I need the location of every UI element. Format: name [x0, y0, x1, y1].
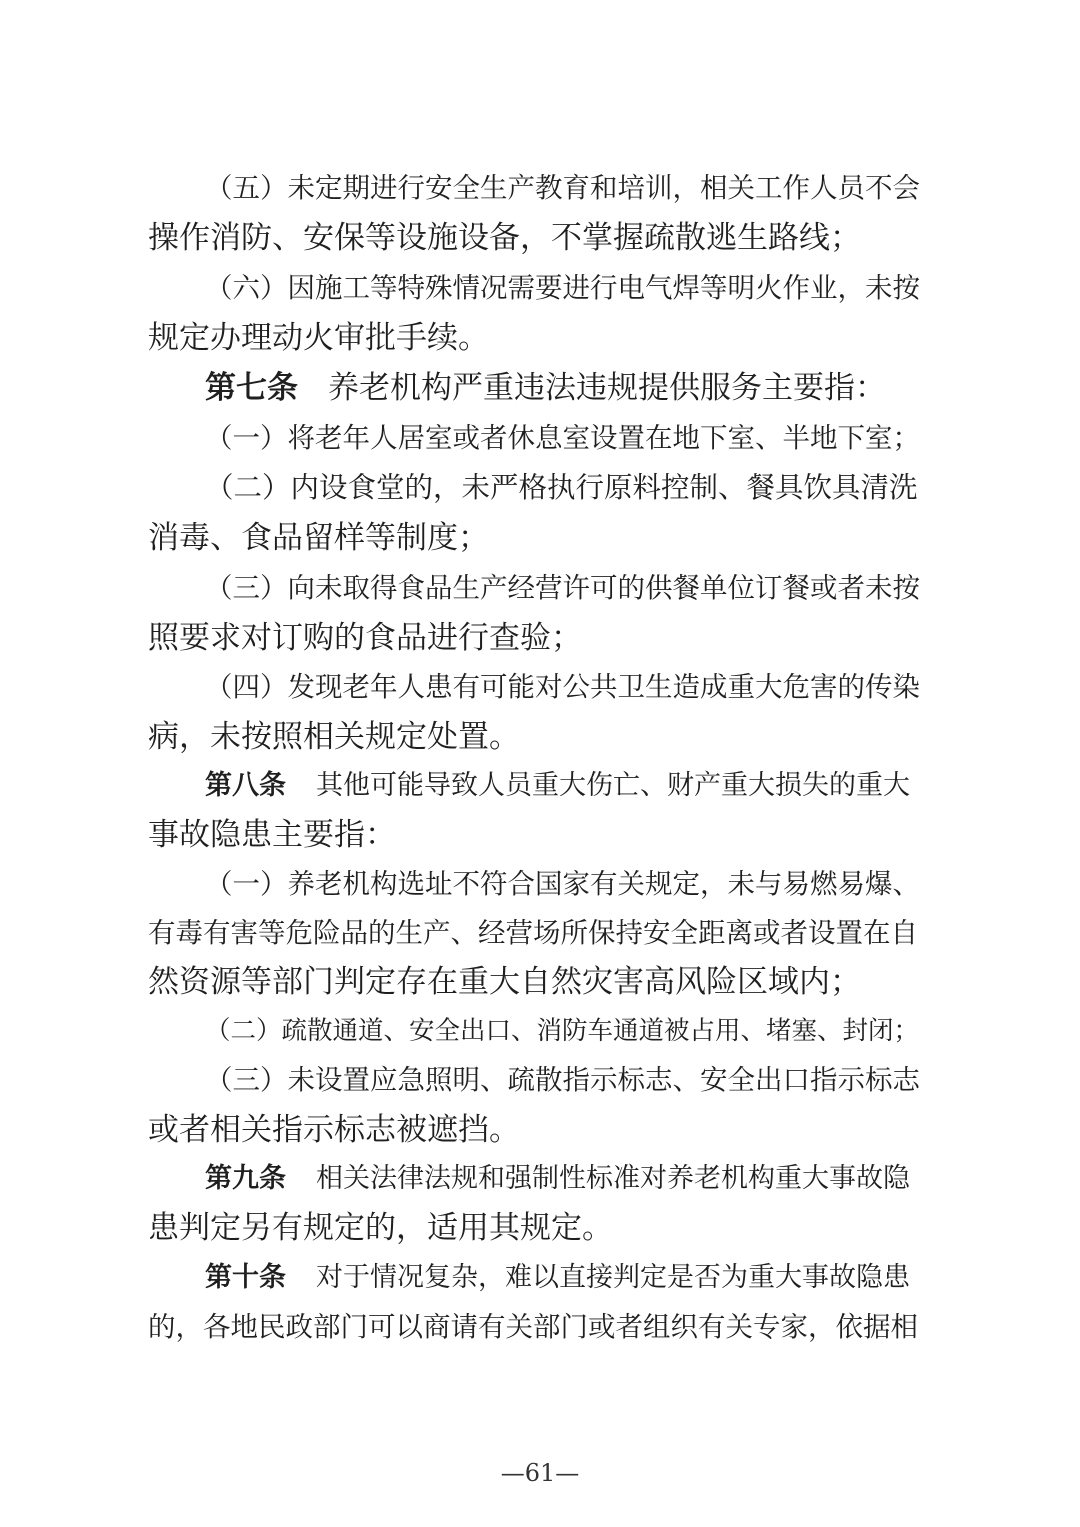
article-line: [205, 1159, 920, 1201]
line-text: （一）将老年人居室或者休息室设置在地下室、半地下室；: [205, 422, 920, 454]
article-heading: 第九条: [205, 1163, 286, 1194]
line-text: 操作消防、安保等设施设备，不掌握疏散逃生路线；: [148, 220, 861, 256]
line-text: （五）未定期进行安全生产教育和培训，相关工作人员不会: [205, 172, 920, 204]
line-text: 养老机构严重违法违规提供服务主要指：: [328, 370, 886, 406]
text-line: [205, 1011, 920, 1053]
text-line: [148, 1208, 920, 1250]
text-line: [205, 864, 920, 906]
text-line: [148, 1307, 920, 1349]
line-text: （四）发现老年人患有可能对公共卫生造成重大危害的传染: [205, 671, 920, 703]
line-text: 其他可能导致人员重大伤亡、财产重大损失的重大: [316, 770, 910, 801]
text-line: [205, 568, 920, 610]
article-line: [205, 1258, 920, 1300]
line-text: 事故隐患主要指：: [148, 817, 396, 853]
line-text: 照要求对订购的食品进行查验；: [148, 620, 582, 656]
page-number: —61—: [500, 1459, 580, 1487]
line-text: 的，各地民政部门可以商请有关部门或者组织有关专家，依据相: [148, 1311, 918, 1343]
text-line: [205, 1060, 920, 1102]
text-line: [148, 618, 920, 660]
article-heading: 第七条: [205, 370, 298, 406]
article-line: [205, 766, 920, 808]
line-text: 有毒有害等危险品的生产、经营场所保持安全距离或者设置在自: [148, 917, 918, 949]
line-text: 或者相关指示标志被遮挡。: [148, 1112, 520, 1148]
text-line: [148, 913, 920, 955]
article-heading: 第十条: [205, 1262, 286, 1293]
text-line: [205, 268, 920, 310]
text-line: [148, 815, 920, 857]
line-text: 消毒、食品留样等制度；: [148, 520, 489, 556]
line-text: 规定办理动火审批手续。: [148, 320, 489, 356]
line-text: （二）内设食堂的，未严格执行原料控制、餐具饮具清洗: [205, 471, 918, 504]
text-line: [148, 1110, 920, 1152]
line-text: 患判定另有规定的，适用其规定。: [148, 1210, 613, 1246]
article-heading: 第八条: [205, 770, 286, 801]
text-line: [148, 962, 920, 1004]
line-text: （二）疏散通道、安全出口、消防车通道被占用、堵塞、封闭；: [205, 1016, 920, 1046]
text-line: [148, 318, 920, 360]
text-line: [205, 168, 920, 210]
article-line: [205, 368, 920, 410]
text-line: [205, 667, 920, 709]
text-line: [148, 717, 920, 759]
line-text: （三）未设置应急照明、疏散指示标志、安全出口指示标志: [205, 1064, 920, 1096]
line-text: 然资源等部门判定存在重大自然灾害高风险区域内；: [148, 964, 861, 1000]
text-line: [148, 218, 920, 260]
line-text: 相关法律法规和强制性标准对养老机构重大事故隐: [316, 1163, 910, 1194]
text-line: [205, 418, 920, 460]
line-text: 对于情况复杂，难以直接判定是否为重大事故隐患: [316, 1262, 910, 1293]
line-text: （一）养老机构选址不符合国家有关规定，未与易燃易爆、: [205, 868, 920, 900]
line-text: 病，未按照相关规定处置。: [148, 719, 520, 755]
text-line: [148, 518, 920, 560]
text-line: [205, 468, 920, 510]
line-text: （六）因施工等特殊情况需要进行电气焊等明火作业，未按: [205, 272, 920, 304]
line-text: （三）向未取得食品生产经营许可的供餐单位订餐或者未按: [205, 572, 920, 604]
